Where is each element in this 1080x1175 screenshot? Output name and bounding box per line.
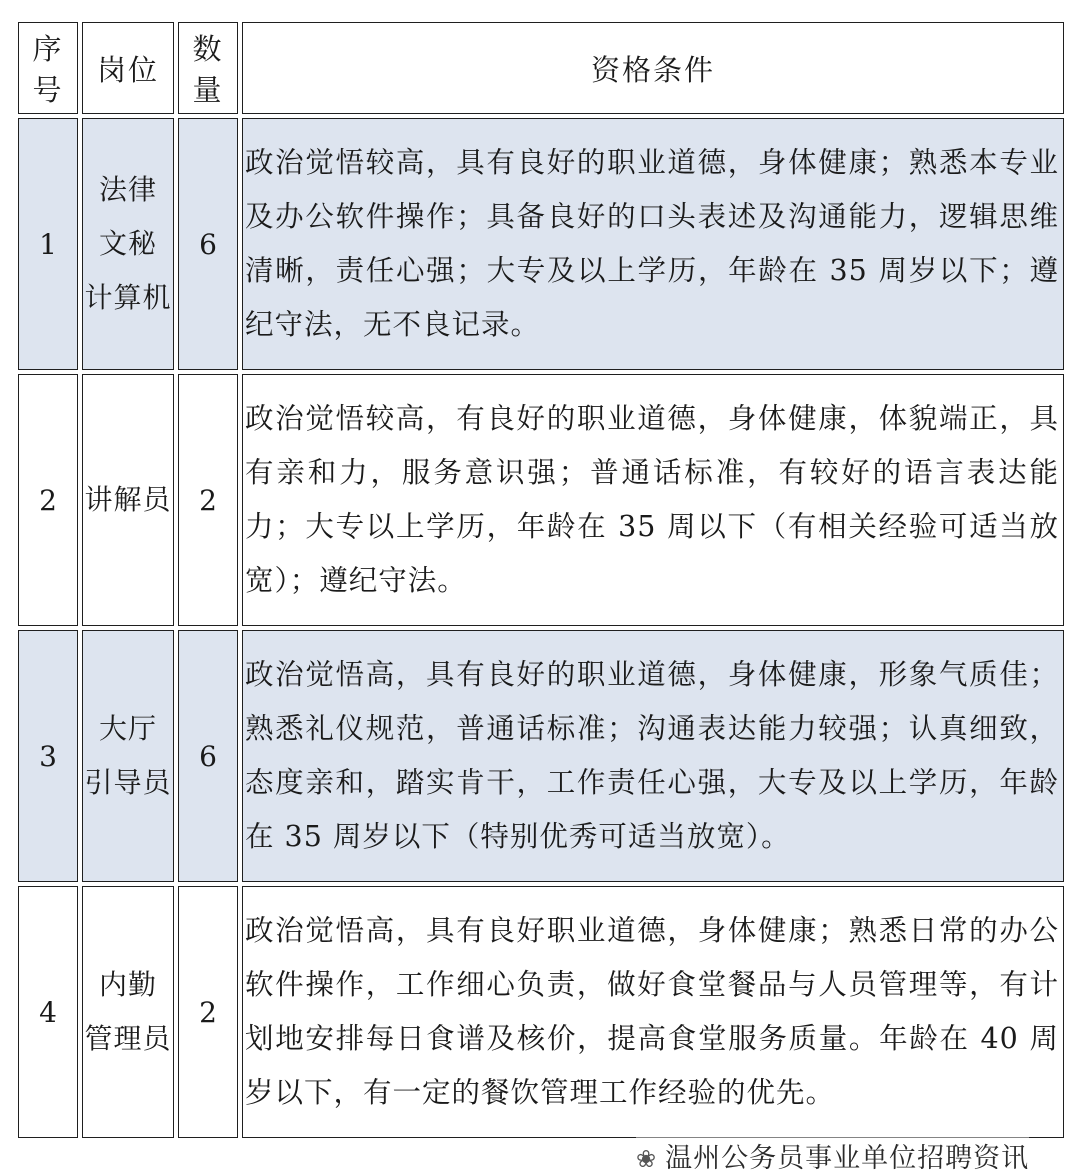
row-position [82,374,174,626]
recruitment-table [14,18,1068,1142]
position-line: 内勤 [98,968,157,1001]
position-line: 法律 [98,173,157,206]
position-line: 管理员 [84,1022,172,1055]
position-line: 计算机 [84,281,172,314]
table-row [18,630,1064,882]
table-row [18,886,1064,1138]
header-count: 数量 [178,22,238,114]
watermark [636,1136,1029,1175]
row-count: 6 [178,630,238,882]
header-requirements: 资格条件 [242,22,1064,114]
position-line: 文秘 [98,227,157,260]
row-index: 4 [18,886,78,1138]
table-row [18,374,1064,626]
header-position: 岗位 [82,22,174,114]
table-row [18,118,1064,370]
watermark-text: 温州公务员事业单位招聘资讯 [665,1143,1030,1174]
position-line: 引导员 [84,766,172,799]
row-count: 2 [178,886,238,1138]
header-index: 序号 [18,22,78,114]
row-requirements: 政治觉悟高，具有良好的职业道德，身体健康，形象气质佳；熟悉礼仪规范，普通话标准；沟通表达能力较强；认真细致，态度亲和，踏实肯干，工作责任心强，大专及以上学历，年龄在 35 周岁以下（特别优秀可适当放宽）。 [242,630,1064,882]
position-line: 大厅 [98,712,157,745]
position-line: 讲解员 [84,483,172,516]
wechat-icon: ❀ [636,1145,658,1173]
row-index: 2 [18,374,78,626]
row-count: 2 [178,374,238,626]
row-index: 1 [18,118,78,370]
row-count: 6 [178,118,238,370]
header-row [18,22,1064,114]
row-requirements: 政治觉悟较高，具有良好的职业道德，身体健康；熟悉本专业及办公软件操作；具备良好的口头表述及沟通能力，逻辑思维清晰，责任心强；大专及以上学历，年龄在 35 周岁以下；遵纪守法，无不良记录。 [242,118,1064,370]
table-body [18,118,1064,1138]
row-position [82,630,174,882]
row-requirements: 政治觉悟较高，有良好的职业道德，身体健康，体貌端正，具有亲和力，服务意识强；普通话标准，有较好的语言表达能力；大专以上学历，年龄在 35 周以下（有相关经验可适当放宽）；遵纪守法。 [242,374,1064,626]
row-position [82,118,174,370]
row-position [82,886,174,1138]
row-index: 3 [18,630,78,882]
row-requirements: 政治觉悟高，具有良好职业道德，身体健康；熟悉日常的办公软件操作，工作细心负责，做好食堂餐品与人员管理等，有计划地安排每日食谱及核价，提高食堂服务质量。年龄在 40 周岁以下，有一定的餐饮管理工作经验的优先。 [242,886,1064,1138]
